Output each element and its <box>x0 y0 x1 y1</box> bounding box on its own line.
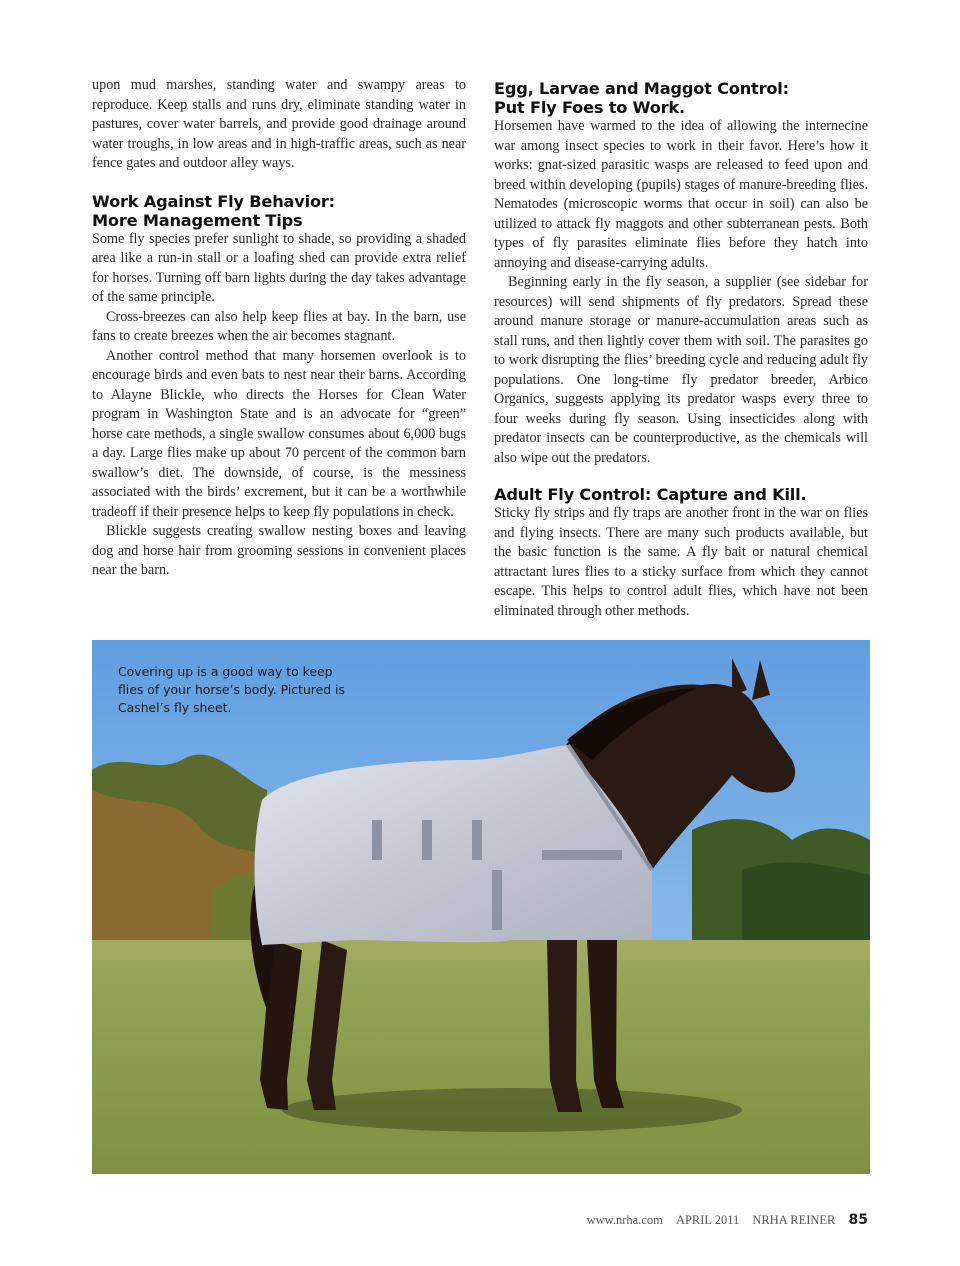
body-paragraph: Sticky fly strips and fly traps are another front in the war on flies and flying insects. There are many such products available, but the basic function is the same. A fly bait or natural chemical attractant lures flies to a sticky surface from which they cannot escape. This helps to control adult flies, which have not been eliminated through other methods. <box>494 505 868 619</box>
heading-line: Put Fly Foes to Work. <box>494 98 685 117</box>
right-column <box>494 76 868 621</box>
left-column <box>92 76 466 581</box>
section-heading-adult-fly-control: Adult Fly Control: Capture and Kill. <box>494 485 807 504</box>
body-paragraph: Another control method that many horsemen overlook is to encourage birds and even bats to nest near their barns. According to Alayne Blickle, who directs the Horses for Clean Water program in Washington State and is an advocate for “green” horse care methods, a single swallow consumes about 6,000 bugs a day. Large flies make up about 70 percent of the common barn swallow’s diet. The downside, of course, is the messiness associated with the birds’ excrement, but it can be a worthwhile tradeoff if their presence helps to keep fly populations in check. <box>92 347 466 520</box>
footer-website: www.nrha.com <box>586 1213 663 1227</box>
footer-issue: APRIL 2011 <box>675 1213 740 1227</box>
section-heading-maggot-control <box>494 79 868 117</box>
body-paragraph: Some fly species prefer sunlight to shade, so providing a shaded area like a run-in stall or a loafing shed can provide extra relief for horses. Turning off barn lights during the day takes advantage of the same principle. <box>92 230 466 305</box>
body-paragraph: Cross-breezes can also help keep flies at bay. In the barn, use fans to create breezes when the air becomes stagnant. <box>92 308 466 344</box>
body-paragraph: Horsemen have warmed to the idea of allowing the internecine war among insect species to work in their favor. Here’s how it works: gnat-sized parasitic wasps are released to feed upon and breed within developing (pupils) stages of manure-breeding flies. Nematodes (microscopic worms that occur in soil) can also be utilized to attack fly maggots and other subterranean pests. Both types of fly parasites eliminate flies before they hatch into annoying and disease-carrying adults. <box>494 118 868 271</box>
page-footer <box>577 1212 868 1228</box>
horse-in-fly-sheet-illustration <box>92 640 870 1174</box>
heading-line: More Management Tips <box>92 210 303 230</box>
heading-line: Work Against Fly Behavior: <box>92 191 335 211</box>
page-number: 85 <box>848 1212 868 1228</box>
heading-line: Egg, Larvae and Maggot Control: <box>494 79 789 98</box>
body-paragraph: Beginning early in the fly season, a supplier (see sidebar for resources) will send shipments of fly predators. Spread these around manure storage or manure-accumulation areas such as stall runs, and then lightly cover them with soil. The parasites go to work disrupting the flies’ breeding cycle and reducing adult fly populations. One long-time fly predator breeder, Arbico Organics, suggests applying its predator wasps every three to four weeks during fly season. Using insecticides along with predator insects can be counterproductive, as the chemicals will also wipe out the predators. <box>494 274 868 466</box>
intro-paragraph: upon mud marshes, standing water and swampy areas to reproduce. Keep stalls and runs dry, eliminate standing water in pastures, cover water barrels, and provide good drainage around water troughs, in low areas and in high-traffic areas, such as near fence gates and outdoor alley ways. <box>92 77 466 171</box>
section-heading-fly-behavior <box>92 192 466 230</box>
body-paragraph: Blickle suggests creating swallow nesting boxes and leaving dog and horse hair from grooming sessions in convenient places near the barn. <box>92 523 466 578</box>
footer-magazine: NRHA REINER <box>752 1213 836 1227</box>
photo-caption: Covering up is a good way to keep flies of your horse’s body. Pictured is Cashel’s fly sheet. <box>118 664 345 715</box>
horse-photo <box>92 640 870 1174</box>
